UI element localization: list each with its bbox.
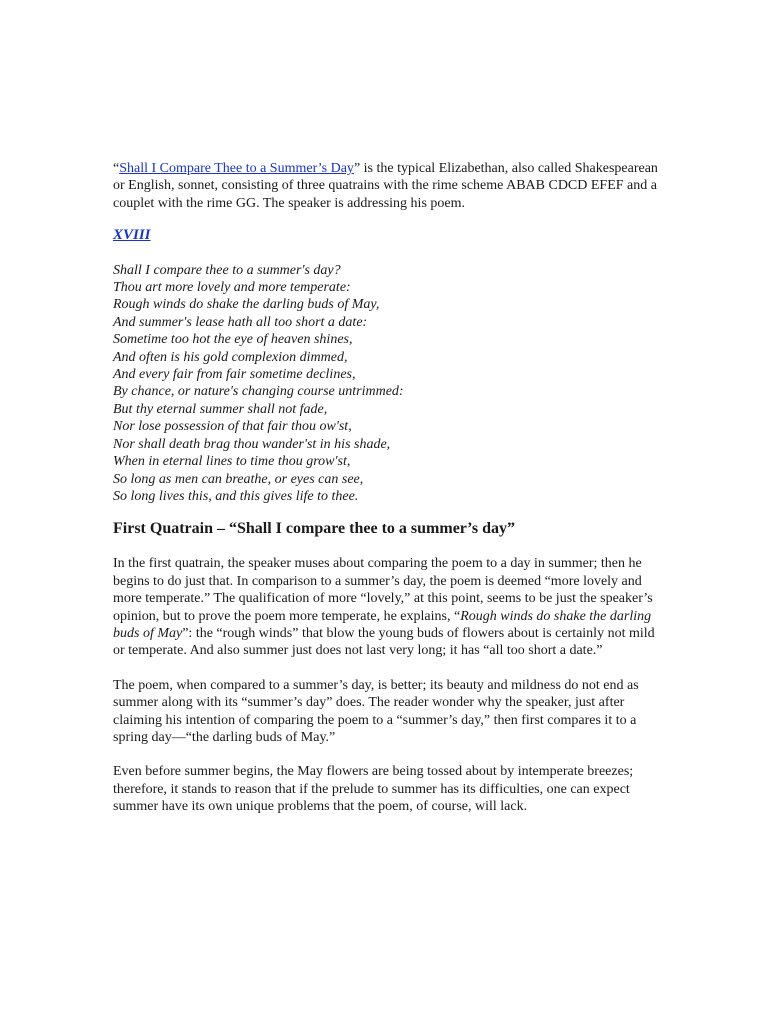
paragraph-2: The poem, when compared to a summer’s day, is better; its beauty and mildness do not end as summer along with its “summer’s day” does. The reader wonder why the speaker, just after claiming his intention of comparing the poem to a “summer’s day,” then first compares it to a spring day—“the darling buds of May.” [113, 677, 639, 745]
paragraph-1 [113, 555, 658, 659]
paragraph-1-text: In the first quatrain, the speaker muses about comparing the poem to a day in summer; then he begins to do just that. In comparison to a summer’s day, the poem is deemed “more lovely and more temperate.” The qualification of more “lovely,” at this point, seems to be just the speaker’s opinion, but to prove the poem more temperate, he explains, “ [113, 556, 653, 624]
poem-line: When in eternal lines to time thou grow'st, [113, 454, 351, 470]
poem-line: So long as men can breathe, or eyes can see, [113, 471, 364, 487]
paragraph-1-quote: Rough winds do shake the darling buds of May [113, 608, 652, 641]
poem-title-link[interactable]: Shall I Compare Thee to a Summer’s Day [119, 161, 354, 176]
poem-line: And often is his gold complexion dimmed, [113, 349, 348, 365]
paragraph-1-text-end: ”: the “rough winds” that blow the young buds of flowers about is certainly not mild or temperate. And also summer just does not last very long; it has “all too short a date.” [113, 625, 655, 659]
section-heading: First Quatrain – “Shall I compare thee to a summer’s day” [113, 520, 516, 538]
intro-paragraph [113, 160, 658, 212]
poem-line: Nor shall death brag thou wander'st in his shade, [113, 436, 391, 452]
document-body [113, 160, 658, 833]
poem-line: By chance, or nature's changing course untrimmed: [113, 384, 404, 400]
poem-line: But thy eternal summer shall not fade, [113, 401, 328, 417]
poem-line: So long lives this, and this gives life to thee. [113, 488, 359, 504]
sonnet-text [113, 262, 658, 506]
paragraph-3: Even before summer begins, the May flowers are being tossed about by intemperate breezes; therefore, it stands to reason that if the prelude to summer has its difficulties, one can expect summer have its own unique problems that the poem, of course, will lack. [113, 764, 634, 815]
poem-number-heading [113, 227, 658, 244]
poem-line: Sometime too hot the eye of heaven shines, [113, 332, 353, 348]
poem-number-link[interactable]: XVIII [113, 227, 151, 244]
poem-line: And summer's lease hath all too short a date: [113, 314, 368, 330]
poem-line: Thou art more lovely and more temperate: [113, 280, 351, 296]
poem-line: Shall I compare thee to a summer's day? [113, 262, 341, 278]
intro-text: ” is the typical Elizabethan, also called Shakespearean or English, sonnet, consisting of three quatrains with the rime scheme ABAB CDCD EFEF and a couplet with the rime GG. The speaker is addressing his poem. [113, 161, 658, 211]
poem-line: Rough winds do shake the darling buds of May, [113, 297, 380, 313]
poem-line: And every fair from fair sometime declines, [113, 367, 356, 383]
intro-open-quote: “ [113, 161, 120, 176]
poem-line: Nor lose possession of that fair thou ow'st, [113, 419, 352, 435]
